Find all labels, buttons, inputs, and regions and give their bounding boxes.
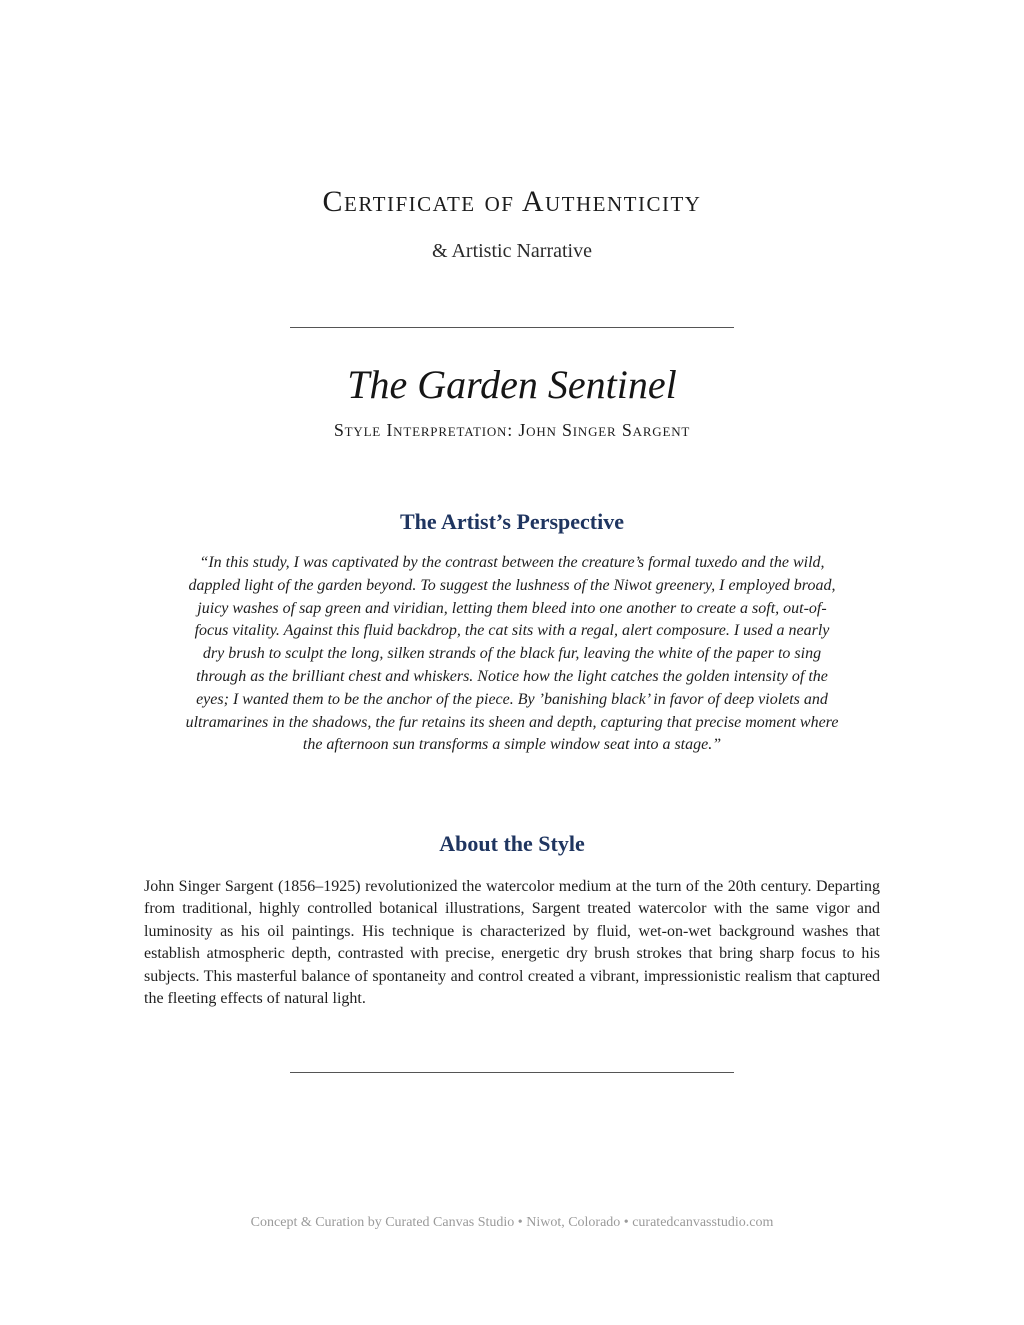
artwork-title: The Garden Sentinel	[347, 362, 677, 407]
style-interpretation: Style Interpretation: John Singer Sargent	[333, 420, 691, 440]
artist-quote: “In this study, I was captivated by the contrast between the creature’s formal tuxedo and the wild, dappled light of the garden beyond. To suggest the lushness of the Niwot greenery, I employed broad, juicy washes of sap green and viridian, letting them bleed into one another to create a soft, out-of-focus vitality. Against this fluid backdrop, the cat sits with a regal, alert composure. I used a nearly dry brush to sculpt the long, silken strands of the black fur, leaving the white of the paper to sing through as the brilliant chest and whiskers. Notice how the light catches the golden intensity of the eyes; I wanted them to be the anchor of the piece. By ’banishing black’ in favor of deep violets and ultramarines in the shadows, the fur retains its sheen and depth, capturing that precise moment where the afternoon sun transforms a simple window seat into a stage.”	[185, 554, 839, 754]
top-divider	[290, 327, 734, 328]
certificate-title: Certificate of Authenticity	[322, 185, 702, 218]
bottom-divider	[290, 1072, 734, 1073]
about-style-body: John Singer Sargent (1856–1925) revolutionized the watercolor medium at the turn of the 20th century. Departing from traditional, highly controlled botanical illustrations, Sargent treated watercolor with the same vigor and luminosity as his oil paintings. His technique is characterized by fluid, wet-on-wet background washes that establish atmospheric depth, contrasted with precise, energetic dry brush strokes that bring sharp focus to his subjects. This masterful balance of spontaneity and control created a vibrant, impressionistic realism that captured the fleeting effects of natural light.	[144, 878, 880, 1008]
about-style-heading: About the Style	[439, 831, 585, 856]
footer-credit: Concept & Curation by Curated Canvas Studio • Niwot, Colorado • curatedcanvasstudio.com	[250, 1215, 774, 1230]
certificate-subtitle: & Artistic Narrative	[432, 240, 592, 262]
perspective-heading: The Artist’s Perspective	[399, 509, 624, 534]
